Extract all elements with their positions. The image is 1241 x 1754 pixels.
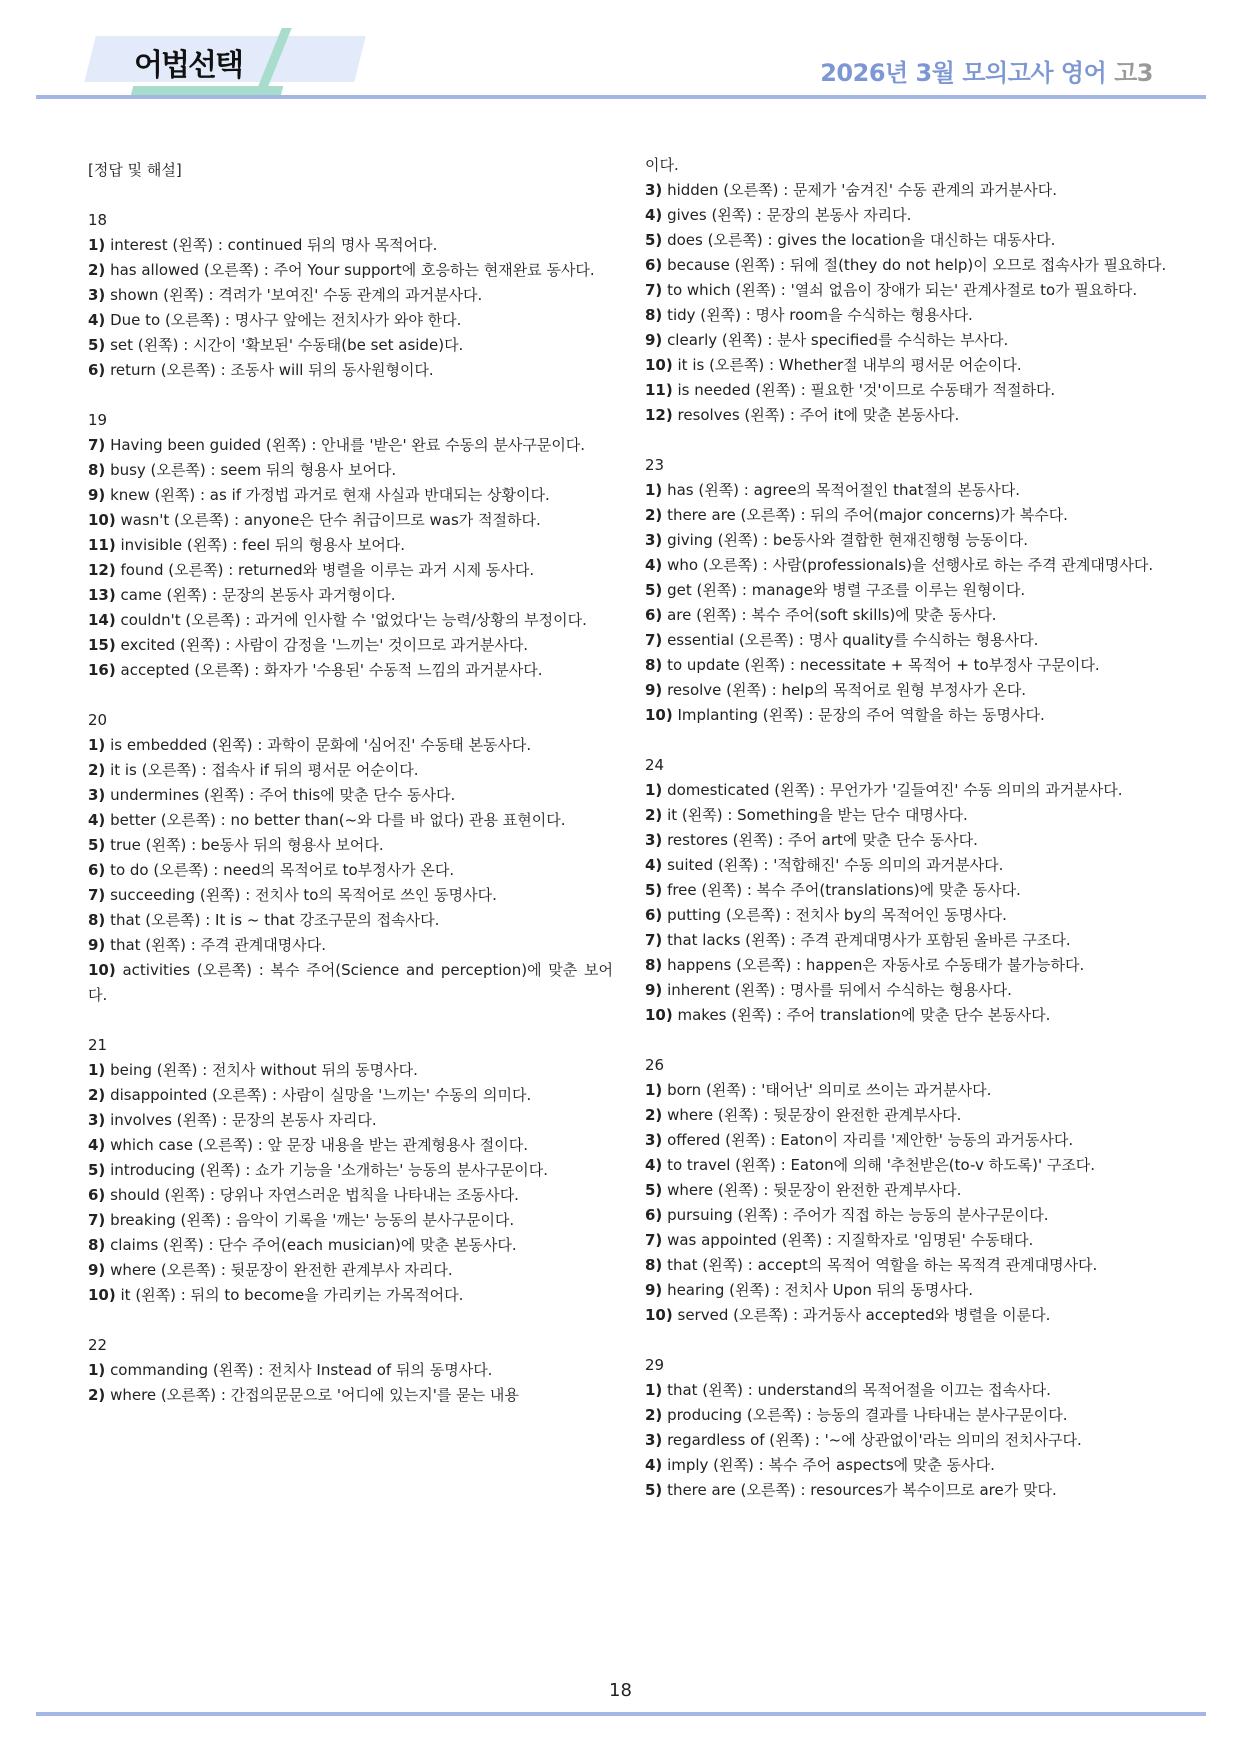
item-explanation: pursuing (왼쪽) : 주어가 직접 하는 능동의 분사구문이다. bbox=[662, 1206, 1049, 1224]
section-badge bbox=[90, 28, 360, 82]
item-explanation: commanding (왼쪽) : 전치사 Instead of 뒤의 동명사다. bbox=[105, 1361, 493, 1379]
answer-item bbox=[88, 1358, 613, 1383]
item-explanation: undermines (왼쪽) : 주어 this에 맞춘 단수 동사다. bbox=[105, 786, 456, 804]
item-number: 1) bbox=[88, 236, 106, 254]
item-explanation: suited (왼쪽) : '적합해진' 수동 의미의 과거분사다. bbox=[662, 856, 1004, 874]
answer-item bbox=[645, 803, 1170, 828]
item-explanation: claims (왼쪽) : 단수 주어(each musician)에 맞춘 본동사다. bbox=[105, 1236, 517, 1254]
answer-item bbox=[645, 528, 1170, 553]
answer-item bbox=[645, 253, 1170, 278]
item-explanation: to do (오른쪽) : need의 목적어로 to부정사가 온다. bbox=[105, 861, 455, 879]
item-number: 5) bbox=[645, 581, 663, 599]
answer-item bbox=[645, 778, 1170, 803]
answer-item bbox=[645, 228, 1170, 253]
item-number: 9) bbox=[88, 936, 106, 954]
item-number: 1) bbox=[88, 1361, 106, 1379]
item-explanation: that (왼쪽) : 주격 관계대명사다. bbox=[105, 936, 327, 954]
item-explanation: is embedded (왼쪽) : 과학이 문화에 '심어진' 수동태 본동사다. bbox=[105, 736, 532, 754]
answer-item bbox=[645, 853, 1170, 878]
item-explanation: activities (오른쪽) : 복수 주어(Science and perception)에 맞춘 보어다. bbox=[88, 961, 613, 1004]
item-number: 10) bbox=[88, 961, 116, 979]
item-number: 6) bbox=[88, 1186, 106, 1204]
item-explanation: served (오른쪽) : 과거동사 accepted와 병렬을 이룬다. bbox=[672, 1306, 1051, 1324]
item-number: 5) bbox=[88, 836, 106, 854]
continuation-text: 이다. bbox=[645, 156, 679, 174]
item-explanation: accepted (오른쪽) : 화자가 '수용된' 수동적 느낌의 과거분사다. bbox=[115, 661, 543, 679]
item-explanation: it (왼쪽) : 뒤의 to become을 가리키는 가목적어다. bbox=[115, 1286, 464, 1304]
item-number: 5) bbox=[88, 336, 106, 354]
answer-item bbox=[645, 328, 1170, 353]
item-explanation: found (오른쪽) : returned와 병렬을 이루는 과거 시제 동사다. bbox=[115, 561, 535, 579]
item-explanation: Having been guided (왼쪽) : 안내를 '받은' 완료 수동의 분사구문이다. bbox=[105, 436, 586, 454]
item-explanation: hearing (왼쪽) : 전치사 Upon 뒤의 동명사다. bbox=[662, 1281, 974, 1299]
left-column bbox=[88, 158, 613, 1408]
item-number: 2) bbox=[88, 1386, 106, 1404]
item-explanation: has allowed (오른쪽) : 주어 Your support에 호응하는 현재완료 동사다. bbox=[105, 261, 595, 279]
item-explanation: it (왼쪽) : Something을 받는 단수 대명사다. bbox=[662, 806, 968, 824]
item-number: 2) bbox=[88, 261, 106, 279]
item-explanation: get (왼쪽) : manage와 병렬 구조를 이루는 원형이다. bbox=[662, 581, 1026, 599]
question-section bbox=[88, 708, 613, 1008]
item-explanation: that (왼쪽) : understand의 목적어절을 이끄는 접속사다. bbox=[662, 1381, 1051, 1399]
answer-item bbox=[88, 1108, 613, 1133]
item-number: 2) bbox=[645, 1106, 663, 1124]
item-explanation: makes (왼쪽) : 주어 translation에 맞춘 단수 본동사다. bbox=[672, 1006, 1051, 1024]
item-explanation: has (왼쪽) : agree의 목적어절인 that절의 본동사다. bbox=[662, 481, 1021, 499]
answer-item bbox=[645, 1128, 1170, 1153]
answer-item bbox=[645, 403, 1170, 428]
item-number: 7) bbox=[645, 931, 663, 949]
answer-item bbox=[645, 378, 1170, 403]
answer-item bbox=[88, 258, 613, 283]
item-number: 9) bbox=[88, 486, 106, 504]
question-section bbox=[645, 1053, 1170, 1328]
item-number: 7) bbox=[645, 281, 663, 299]
item-number: 8) bbox=[88, 1236, 106, 1254]
answer-item bbox=[88, 1383, 613, 1408]
item-number: 1) bbox=[645, 1381, 663, 1399]
question-number: 29 bbox=[645, 1356, 665, 1374]
item-explanation: excited (왼쪽) : 사람이 감정을 '느끼는' 것이므로 과거분사다. bbox=[115, 636, 529, 654]
item-number: 2) bbox=[88, 1086, 106, 1104]
item-number: 14) bbox=[88, 611, 116, 629]
item-explanation: inherent (왼쪽) : 명사를 뒤에서 수식하는 형용사다. bbox=[662, 981, 1012, 999]
item-number: 4) bbox=[645, 1156, 663, 1174]
answer-item bbox=[645, 1178, 1170, 1203]
answer-item bbox=[88, 933, 613, 958]
item-explanation: breaking (왼쪽) : 음악이 기록을 '깨는' 능동의 분사구문이다. bbox=[105, 1211, 515, 1229]
item-explanation: that lacks (왼쪽) : 주격 관계대명사가 포함된 올바른 구조다. bbox=[662, 931, 1071, 949]
answer-item bbox=[88, 1183, 613, 1208]
item-explanation: restores (왼쪽) : 주어 art에 맞춘 단수 동사다. bbox=[662, 831, 978, 849]
answer-item bbox=[645, 1278, 1170, 1303]
item-number: 10) bbox=[645, 1306, 673, 1324]
question-number: 22 bbox=[88, 1336, 108, 1354]
answer-item bbox=[88, 1133, 613, 1158]
answer-item bbox=[88, 783, 613, 808]
item-explanation: disappointed (오른쪽) : 사람이 실망을 '느끼는' 수동의 의미다. bbox=[105, 1086, 532, 1104]
item-number: 7) bbox=[88, 436, 106, 454]
answer-item bbox=[88, 1258, 613, 1283]
item-number: 3) bbox=[645, 531, 663, 549]
item-explanation: interest (왼쪽) : continued 뒤의 명사 목적어다. bbox=[105, 236, 438, 254]
badge-label: 어법선택 bbox=[134, 48, 242, 83]
exam-title-text: 2026년 3월 모의고사 영어 bbox=[820, 59, 1115, 87]
answer-item bbox=[645, 1228, 1170, 1253]
answer-item bbox=[88, 508, 613, 533]
answer-item bbox=[88, 483, 613, 508]
item-number: 5) bbox=[645, 231, 663, 249]
item-explanation: putting (오른쪽) : 전치사 by의 목적어인 동명사다. bbox=[662, 906, 1007, 924]
item-explanation: introducing (왼쪽) : 쇼가 기능을 '소개하는' 능동의 분사구문이다. bbox=[105, 1161, 549, 1179]
item-number: 4) bbox=[645, 856, 663, 874]
item-explanation: knew (왼쪽) : as if 가정법 과거로 현재 사실과 반대되는 상황이다. bbox=[105, 486, 550, 504]
item-number: 15) bbox=[88, 636, 116, 654]
item-number: 3) bbox=[645, 181, 663, 199]
item-number: 6) bbox=[645, 906, 663, 924]
answer-item bbox=[88, 1083, 613, 1108]
item-explanation: essential (오른쪽) : 명사 quality를 수식하는 형용사다. bbox=[662, 631, 1039, 649]
item-number: 10) bbox=[645, 356, 673, 374]
item-number: 3) bbox=[645, 831, 663, 849]
item-number: 5) bbox=[645, 1481, 663, 1499]
item-number: 9) bbox=[645, 681, 663, 699]
item-explanation: imply (왼쪽) : 복수 주어 aspects에 맞춘 동사다. bbox=[662, 1456, 995, 1474]
item-number: 3) bbox=[645, 1431, 663, 1449]
item-explanation: involves (왼쪽) : 문장의 본동사 자리다. bbox=[105, 1111, 377, 1129]
answer-item bbox=[88, 283, 613, 308]
item-number: 10) bbox=[88, 1286, 116, 1304]
answer-item bbox=[645, 628, 1170, 653]
item-explanation: born (왼쪽) : '태어난' 의미로 쓰이는 과거분사다. bbox=[662, 1081, 992, 1099]
item-explanation: invisible (왼쪽) : feel 뒤의 형용사 보어다. bbox=[115, 536, 406, 554]
answer-item bbox=[88, 1158, 613, 1183]
item-number: 9) bbox=[645, 331, 663, 349]
answer-item bbox=[645, 1078, 1170, 1103]
item-explanation: tidy (왼쪽) : 명사 room을 수식하는 형용사다. bbox=[662, 306, 973, 324]
item-number: 13) bbox=[88, 586, 116, 604]
answer-item bbox=[645, 828, 1170, 853]
item-number: 2) bbox=[645, 506, 663, 524]
answer-item bbox=[88, 908, 613, 933]
answer-item bbox=[645, 578, 1170, 603]
item-number: 1) bbox=[88, 736, 106, 754]
item-number: 7) bbox=[645, 631, 663, 649]
answer-item bbox=[88, 633, 613, 658]
answer-item bbox=[645, 1378, 1170, 1403]
item-explanation: busy (오른쪽) : seem 뒤의 형용사 보어다. bbox=[105, 461, 397, 479]
answer-item bbox=[88, 583, 613, 608]
item-number: 9) bbox=[645, 981, 663, 999]
question-number: 24 bbox=[645, 756, 665, 774]
item-number: 2) bbox=[88, 761, 106, 779]
item-explanation: it is (오른쪽) : Whether절 내부의 평서문 어순이다. bbox=[672, 356, 1022, 374]
answer-item bbox=[645, 1153, 1170, 1178]
item-number: 16) bbox=[88, 661, 116, 679]
question-section bbox=[88, 208, 613, 383]
item-number: 8) bbox=[645, 956, 663, 974]
answer-item bbox=[88, 883, 613, 908]
item-number: 8) bbox=[645, 656, 663, 674]
item-number: 5) bbox=[645, 881, 663, 899]
answer-item bbox=[88, 1208, 613, 1233]
item-explanation: to travel (왼쪽) : Eaton에 의해 '추천받은(to-v 하도록)' 구조다. bbox=[662, 1156, 1096, 1174]
item-explanation: where (오른쪽) : 뒷문장이 완전한 관계부사 자리다. bbox=[105, 1261, 453, 1279]
item-number: 10) bbox=[645, 1006, 673, 1024]
item-number: 9) bbox=[88, 1261, 106, 1279]
question-section bbox=[645, 753, 1170, 1028]
answer-item bbox=[88, 858, 613, 883]
answer-item bbox=[88, 433, 613, 458]
answer-item bbox=[88, 1233, 613, 1258]
item-number: 8) bbox=[645, 306, 663, 324]
page-header bbox=[0, 0, 1241, 100]
answer-heading: [정답 및 해설] bbox=[88, 161, 182, 179]
right-column bbox=[645, 153, 1170, 1503]
item-number: 3) bbox=[88, 286, 106, 304]
answer-item bbox=[645, 1253, 1170, 1278]
item-number: 9) bbox=[645, 1281, 663, 1299]
item-explanation: succeeding (왼쪽) : 전치사 to의 목적어로 쓰인 동명사다. bbox=[105, 886, 497, 904]
item-number: 3) bbox=[88, 786, 106, 804]
answer-item bbox=[88, 833, 613, 858]
answer-item bbox=[645, 1103, 1170, 1128]
item-explanation: true (왼쪽) : be동사 뒤의 형용사 보어다. bbox=[105, 836, 384, 854]
exam-title bbox=[820, 53, 1153, 88]
item-number: 6) bbox=[645, 606, 663, 624]
item-explanation: where (오른쪽) : 간접의문문으로 '어디에 있는지'를 묻는 내용 bbox=[105, 1386, 519, 1404]
answer-item bbox=[645, 903, 1170, 928]
item-explanation: being (왼쪽) : 전치사 without 뒤의 동명사다. bbox=[105, 1061, 418, 1079]
item-explanation: who (오른쪽) : 사람(professionals)을 선행사로 하는 주격 관계대명사다. bbox=[662, 556, 1154, 574]
item-number: 10) bbox=[645, 706, 673, 724]
item-explanation: producing (오른쪽) : 능동의 결과를 나타내는 분사구문이다. bbox=[662, 1406, 1068, 1424]
answer-item bbox=[645, 203, 1170, 228]
question-section bbox=[645, 453, 1170, 728]
answer-item bbox=[645, 503, 1170, 528]
question-number: 19 bbox=[88, 411, 108, 429]
answer-item bbox=[88, 958, 613, 1008]
item-number: 8) bbox=[645, 1256, 663, 1274]
item-explanation: return (오른쪽) : 조동사 will 뒤의 동사원형이다. bbox=[105, 361, 434, 379]
answer-item bbox=[645, 278, 1170, 303]
answer-item bbox=[88, 758, 613, 783]
item-explanation: happens (오른쪽) : happen은 자동사로 수동태가 불가능하다. bbox=[662, 956, 1085, 974]
item-explanation: set (왼쪽) : 시간이 '확보된' 수동태(be set aside)다. bbox=[105, 336, 464, 354]
answer-item bbox=[645, 703, 1170, 728]
answer-item bbox=[645, 953, 1170, 978]
item-explanation: there are (오른쪽) : resources가 복수이므로 are가 맞다. bbox=[662, 1481, 1057, 1499]
item-number: 11) bbox=[645, 381, 673, 399]
item-explanation: giving (왼쪽) : be동사와 결합한 현재진행형 능동이다. bbox=[662, 531, 1029, 549]
item-explanation: it is (오른쪽) : 접속사 if 뒤의 평서문 어순이다. bbox=[105, 761, 419, 779]
item-explanation: offered (왼쪽) : Eaton이 자리를 '제안한' 능동의 과거동사다. bbox=[662, 1131, 1074, 1149]
item-number: 1) bbox=[88, 1061, 106, 1079]
item-number: 1) bbox=[645, 1081, 663, 1099]
answer-item bbox=[645, 303, 1170, 328]
item-explanation: does (오른쪽) : gives the location을 대신하는 대동사다. bbox=[662, 231, 1056, 249]
item-number: 3) bbox=[88, 1111, 106, 1129]
question-number: 23 bbox=[645, 456, 665, 474]
header-divider bbox=[36, 95, 1206, 99]
item-number: 4) bbox=[88, 1136, 106, 1154]
item-explanation: which case (오른쪽) : 앞 문장 내용을 받는 관계형용사 절이다. bbox=[105, 1136, 528, 1154]
item-number: 4) bbox=[88, 311, 106, 329]
item-explanation: there are (오른쪽) : 뒤의 주어(major concerns)가 복수다. bbox=[662, 506, 1068, 524]
answer-item bbox=[645, 1203, 1170, 1228]
page-number: 18 bbox=[609, 1680, 632, 1701]
item-number: 4) bbox=[645, 556, 663, 574]
item-explanation: resolves (왼쪽) : 주어 it에 맞춘 본동사다. bbox=[672, 406, 960, 424]
answer-item bbox=[88, 608, 613, 633]
item-number: 7) bbox=[88, 886, 106, 904]
item-number: 4) bbox=[88, 811, 106, 829]
answer-item bbox=[645, 1453, 1170, 1478]
item-explanation: gives (왼쪽) : 문장의 본동사 자리다. bbox=[662, 206, 912, 224]
item-number: 8) bbox=[88, 461, 106, 479]
item-number: 10) bbox=[88, 511, 116, 529]
item-explanation: resolve (왼쪽) : help의 목적어로 원형 부정사가 온다. bbox=[662, 681, 1027, 699]
item-explanation: to which (왼쪽) : '열쇠 없음이 장애가 되는' 관계사절로 to가 필요하다. bbox=[662, 281, 1138, 299]
answer-item bbox=[645, 1403, 1170, 1428]
answer-item bbox=[88, 333, 613, 358]
item-explanation: was appointed (왼쪽) : 지질학자로 '임명된' 수동태다. bbox=[662, 1231, 1034, 1249]
footer-divider bbox=[36, 1712, 1206, 1716]
item-explanation: better (오른쪽) : no better than(~와 다를 바 없다) 관용 표현이다. bbox=[105, 811, 566, 829]
item-explanation: domesticated (왼쪽) : 무언가가 '길들여진' 수동 의미의 과거분사다. bbox=[662, 781, 1123, 799]
item-number: 12) bbox=[88, 561, 116, 579]
answer-item bbox=[645, 1003, 1170, 1028]
item-explanation: where (왼쪽) : 뒷문장이 완전한 관계부사다. bbox=[662, 1106, 962, 1124]
answer-item bbox=[88, 733, 613, 758]
question-number: 26 bbox=[645, 1056, 665, 1074]
item-number: 7) bbox=[645, 1231, 663, 1249]
question-section bbox=[88, 1033, 613, 1308]
item-number: 6) bbox=[88, 861, 106, 879]
answer-item bbox=[645, 553, 1170, 578]
item-number: 2) bbox=[645, 1406, 663, 1424]
item-explanation: wasn't (오른쪽) : anyone은 단수 취급이므로 was가 적절하다. bbox=[115, 511, 541, 529]
item-number: 4) bbox=[645, 1456, 663, 1474]
item-explanation: that (왼쪽) : accept의 목적어 역할을 하는 목적격 관계대명사다. bbox=[662, 1256, 1098, 1274]
answer-item bbox=[645, 1478, 1170, 1503]
item-number: 6) bbox=[645, 256, 663, 274]
item-explanation: are (왼쪽) : 복수 주어(soft skills)에 맞춘 동사다. bbox=[662, 606, 997, 624]
item-explanation: shown (왼쪽) : 격려가 '보여진' 수동 관계의 과거분사다. bbox=[105, 286, 483, 304]
answer-item bbox=[645, 653, 1170, 678]
item-explanation: is needed (왼쪽) : 필요한 '것'이므로 수동태가 적절하다. bbox=[672, 381, 1056, 399]
answer-item bbox=[645, 178, 1170, 203]
answer-item bbox=[645, 978, 1170, 1003]
question-section bbox=[645, 1353, 1170, 1503]
answer-item bbox=[645, 678, 1170, 703]
item-explanation: because (왼쪽) : 뒤에 절(they do not help)이 오므로 접속사가 필요하다. bbox=[662, 256, 1167, 274]
item-explanation: hidden (오른쪽) : 문제가 '숨겨진' 수동 관계의 과거분사다. bbox=[662, 181, 1057, 199]
answer-item bbox=[88, 1283, 613, 1308]
question-number: 20 bbox=[88, 711, 108, 729]
answer-item bbox=[88, 558, 613, 583]
answer-item bbox=[88, 658, 613, 683]
question-number: 18 bbox=[88, 211, 108, 229]
exam-grade: 고3 bbox=[1114, 59, 1153, 87]
item-explanation: should (왼쪽) : 당위나 자연스러운 법칙을 나타내는 조동사다. bbox=[105, 1186, 519, 1204]
item-explanation: that (오른쪽) : It is ~ that 강조구문의 접속사다. bbox=[105, 911, 440, 929]
answer-item bbox=[88, 458, 613, 483]
answer-item bbox=[88, 1058, 613, 1083]
item-explanation: to update (왼쪽) : necessitate + 목적어 + to부정사 구문이다. bbox=[662, 656, 1100, 674]
item-number: 6) bbox=[645, 1206, 663, 1224]
item-number: 1) bbox=[645, 481, 663, 499]
item-number: 3) bbox=[645, 1131, 663, 1149]
item-number: 8) bbox=[88, 911, 106, 929]
answer-item bbox=[645, 878, 1170, 903]
item-explanation: Due to (오른쪽) : 명사구 앞에는 전치사가 와야 한다. bbox=[105, 311, 462, 329]
answer-item bbox=[88, 358, 613, 383]
question-number: 21 bbox=[88, 1036, 108, 1054]
answer-item bbox=[88, 233, 613, 258]
item-number: 5) bbox=[645, 1181, 663, 1199]
answer-item bbox=[645, 928, 1170, 953]
item-explanation: regardless of (왼쪽) : '~에 상관없이'라는 의미의 전치사구다. bbox=[662, 1431, 1082, 1449]
item-explanation: came (왼쪽) : 문장의 본동사 과거형이다. bbox=[115, 586, 396, 604]
answer-item bbox=[645, 478, 1170, 503]
item-number: 1) bbox=[645, 781, 663, 799]
item-number: 2) bbox=[645, 806, 663, 824]
item-number: 7) bbox=[88, 1211, 106, 1229]
item-number: 11) bbox=[88, 536, 116, 554]
item-explanation: Implanting (왼쪽) : 문장의 주어 역할을 하는 동명사다. bbox=[672, 706, 1045, 724]
answer-item bbox=[88, 308, 613, 333]
question-section bbox=[88, 1333, 613, 1408]
item-number: 6) bbox=[88, 361, 106, 379]
item-number: 4) bbox=[645, 206, 663, 224]
answer-item bbox=[645, 1428, 1170, 1453]
answer-item bbox=[645, 353, 1170, 378]
item-explanation: couldn't (오른쪽) : 과거에 인사할 수 '없었다'는 능력/상황의 부정이다. bbox=[115, 611, 587, 629]
item-explanation: free (왼쪽) : 복수 주어(translations)에 맞춘 동사다. bbox=[662, 881, 1021, 899]
answer-item bbox=[645, 603, 1170, 628]
item-number: 5) bbox=[88, 1161, 106, 1179]
question-section bbox=[88, 408, 613, 683]
answer-item bbox=[645, 1303, 1170, 1328]
answer-item bbox=[88, 533, 613, 558]
answer-item bbox=[88, 808, 613, 833]
item-explanation: where (왼쪽) : 뒷문장이 완전한 관계부사다. bbox=[662, 1181, 962, 1199]
item-number: 12) bbox=[645, 406, 673, 424]
item-explanation: clearly (왼쪽) : 분사 specified를 수식하는 부사다. bbox=[662, 331, 1009, 349]
